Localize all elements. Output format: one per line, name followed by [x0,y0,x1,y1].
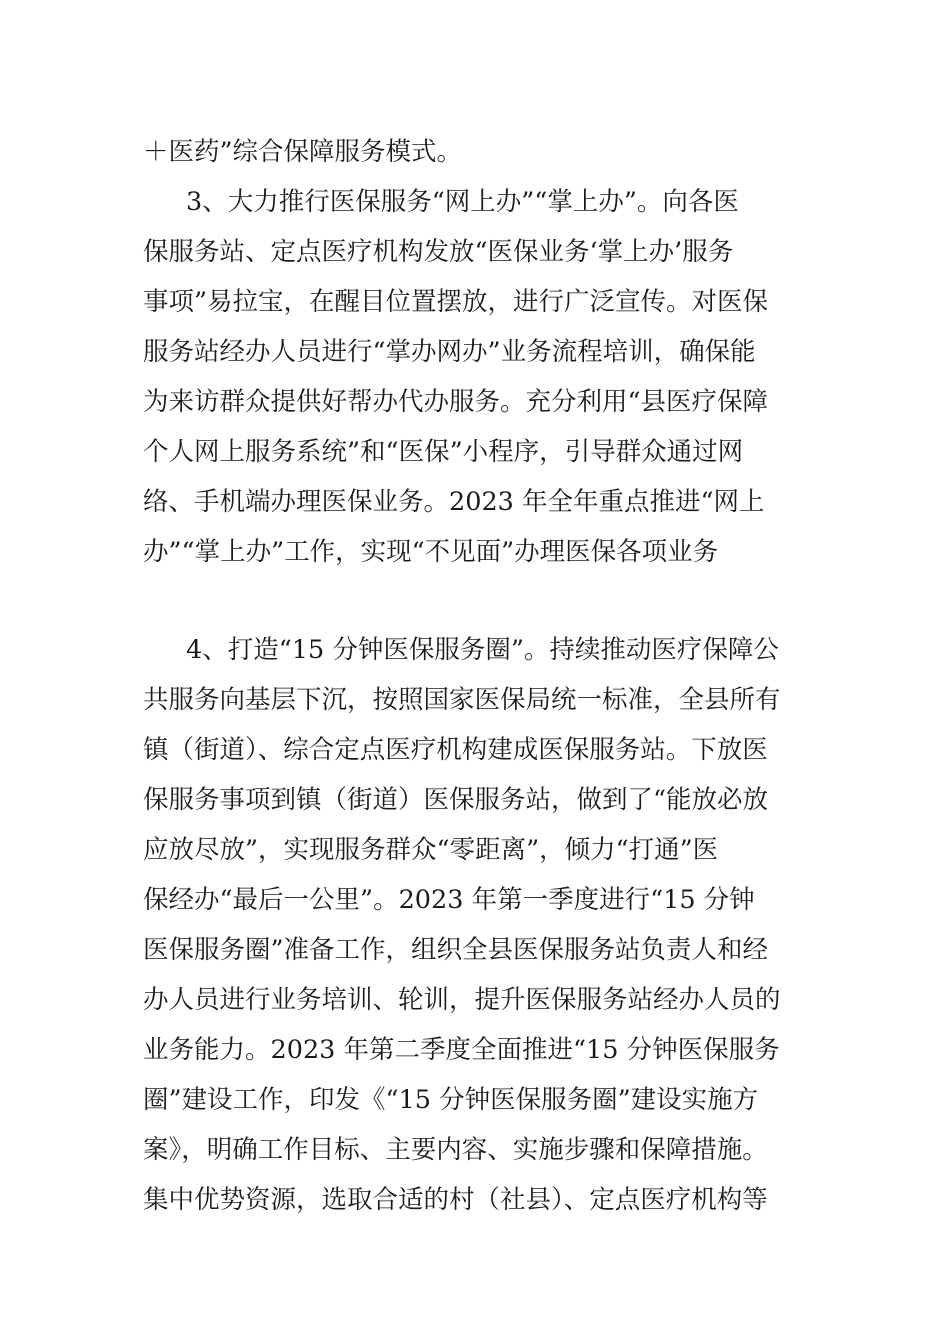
text-line: 络、手机端办理医保业务。2023 年全年重点推进“网上 [143,487,765,517]
text-line: 医保服务圈”准备工作，组织全县医保服务站负责人和经 [143,935,769,965]
text-line: 集中优势资源，选取合适的村（社县）、定点医疗机构等 [143,1185,768,1215]
text-line: 3、大力推行医保服务“网上办”“掌上办”。向各医 [186,187,739,217]
text-line: 服务站经办人员进行“掌办网办”业务流程培训，确保能 [143,337,756,367]
text-line: ＋医药”综合保障服务模式。 [143,137,463,167]
text-line: 案》，明确工作目标、主要内容、实施步骤和保障措施。 [143,1135,768,1165]
text-line: 应放尽放”，实现服务群众“零距离”，倾力“打通”医 [143,835,719,865]
text-line: 业务能力。2023 年第二季度全面推进“15 分钟医保服务 [143,1035,780,1065]
text-line: 办”“掌上办”工作，实现“不见面”办理医保各项业务 [143,537,719,567]
text-line: 事项”易拉宝，在醒目位置摆放，进行广泛宣传。对医保 [143,287,769,317]
text-line: 保经办“最后一公里”。2023 年第一季度进行“15 分钟 [143,885,755,915]
text-line: 保服务事项到镇（街道）医保服务站，做到了“能放必放 [143,785,769,815]
text-line: 办人员进行业务培训、轮训，提升医保服务站经办人员的 [143,985,781,1015]
text-line: 共服务向基层下沉，按照国家医保局统一标准，全县所有 [143,685,781,715]
text-line: 保服务站、定点医疗机构发放“医保业务‘掌上办’服务 [143,237,734,267]
text-line: 圈”建设工作，印发《“15 分钟医保服务圈”建设实施方 [143,1085,759,1115]
text-line: 为来访群众提供好帮办代办服务。充分利用“县医疗保障 [143,387,769,417]
text-line: 镇（街道）、综合定点医疗机构建成医保服务站。下放医 [143,735,768,765]
text-line: 4、打造“15 分钟医保服务圈”。持续推动医疗保障公 [186,635,779,665]
text-line: 个人网上服务系统”和“医保”小程序，引导群众通过网 [143,437,744,467]
